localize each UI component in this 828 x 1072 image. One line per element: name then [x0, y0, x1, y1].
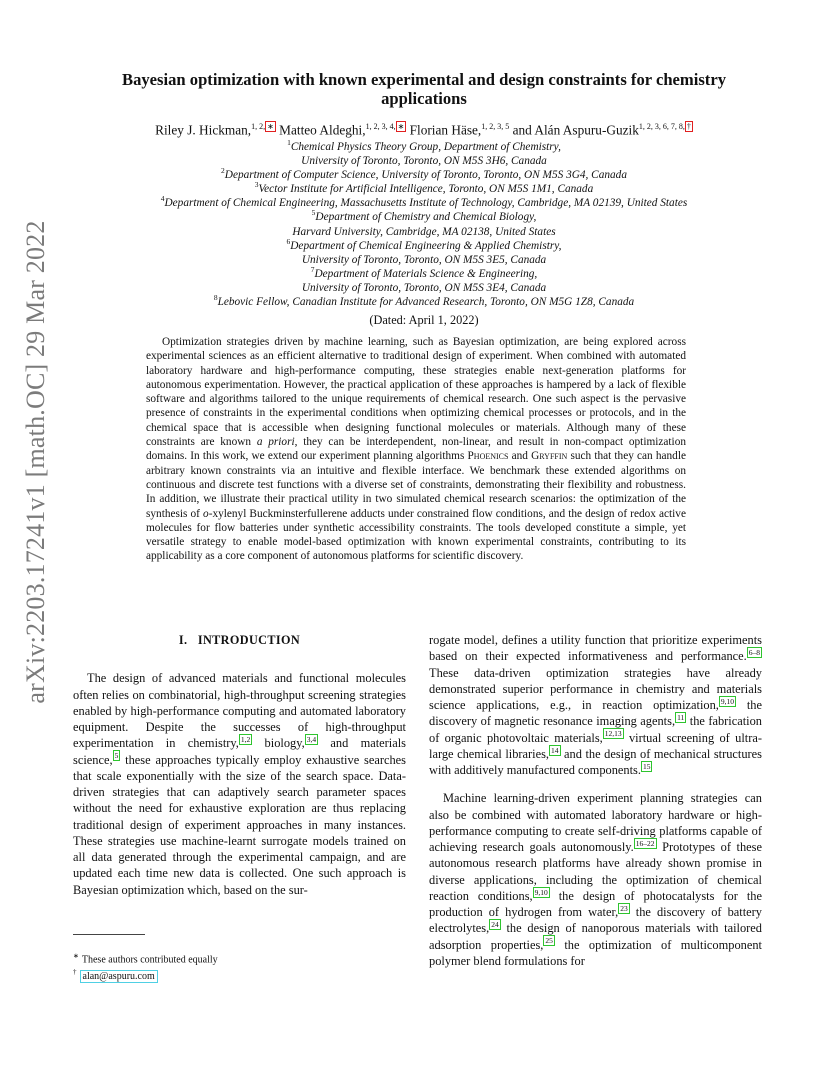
citation-link[interactable]: 5: [114, 751, 119, 761]
citation-link[interactable]: 11: [677, 713, 685, 723]
citation-link[interactable]: 24: [491, 920, 499, 930]
affiliation-line: $^5$Department of Chemistry and Chemical Biology,: [311, 208, 537, 224]
section-heading: I. INTRODUCTION: [178, 633, 301, 647]
affiliation-line: $^7$Department of Materials Science & Engineering,: [310, 265, 538, 280]
affiliation-line: Harvard University, Cambridge, MA 02138, United States: [292, 225, 556, 238]
phoenics-name: Phoenics: [467, 450, 509, 463]
citation-link[interactable]: 9,10: [534, 887, 548, 897]
author-name: Florian Häse,: [409, 122, 482, 138]
abstract: Optimization strategies driven by machine learning, such as Bayesian optimization, are being explored across experimental sciences as an efficient alternative to traditional design of experiment. When combined with automated laboratory hardware and high-performance computing, these strategies enable next-generation platforms for autonomous experimentation. However, the practical application of these approaches is hampered by a lack of flexible software and algorithms tailored to the unique requirements of chemical research. One such aspect is the pervasive presence of constraints in the experimental conditions when optimizing chemical processes or protocols, and in the chemical space that is accessible when designing functional molecules or materials. Although many of these constraints are known a priori, they can be interdependent, non-linear, and result in non-compact optimization domains. In this work, we extend our experiment planning algorithms Phoenics and Gryffin such that they can handle arbitrary known constraints via an intuitive and flexible interface. We benchmark these extended algorithms on continuous and discrete test functions with a diverse set of constraints, demonstrating their flexibility and robustness. In addition, we illustrate their practical utility in two simulated chemical research scenarios: the optimization of the synthesis of o-xylenyl Buckminsterfullerene adducts under constrained flow conditions, and the design of redox active molecules for flow batteries under synthetic accessibility constraints. The tools developed constitute a simple, yet versatile strategy to enable model-based optimization with known experimental constraints, contributing to its applicability as a core component of autonomous platforms for scientific discovery.: [146, 336, 686, 563]
affiliation-line: $^2$Department of Computer Science, University of Toronto, Toronto, ON M5S 3G4, Canada: [221, 166, 627, 182]
affiliation-line: University of Toronto, Toronto, ON M5S 3E5, Canada: [301, 253, 547, 266]
citation-link[interactable]: 6–8: [748, 648, 760, 658]
author-footnote-link[interactable]: ∗: [397, 122, 405, 131]
citation-link[interactable]: 14: [551, 745, 559, 755]
citation-link[interactable]: 3,4: [306, 735, 317, 745]
affiliation-line: $^3$Vector Institute for Artificial Intelligence, Toronto, ON M5S 1M1, Canada: [254, 180, 594, 196]
email-link[interactable]: alan@aspuru.com: [80, 970, 158, 983]
author-affiliation-marks: 1, 2, 3, 5: [481, 122, 510, 131]
author-affiliation-marks: 1, 2, 3, 4,: [365, 122, 396, 131]
footnotes: [73, 950, 406, 983]
affiliation-line: $^1$Chemical Physics Theory Group, Department of Chemistry,: [287, 138, 561, 153]
author-name: Riley J. Hickman,: [155, 122, 252, 138]
author-list: [90, 121, 758, 138]
author-affiliation-marks: 1, 2,: [251, 122, 266, 131]
gryffin-name: Gryffin: [531, 450, 568, 463]
author-affiliation-marks: 1, 2, 3, 6, 7, 8,: [638, 122, 685, 131]
intro-paragraph-1-continued: rogate model, defines a utility function that prioritize experiments based on their expected informativeness and performance. $^{6-8}$ These data-driven optimization strategies have already demonstrated superior performance in chemistry and materials science applications, e.g., in reaction optimization, $^{9,10}$ the discovery of magnetic resonance imaging agents, $^{11}$ the fabrication of organic photovoltaic materials, $^{12,13}$ virtual screening of ultra-large chemical libraries, $^{14}$ and the design of mechanical structures with additively manufactured components. $^{15}$: [429, 633, 762, 777]
right-column: [429, 632, 762, 969]
affiliation-line: $^4$Department of Chemical Engineering, Massachusetts Institute of Technology, Cambridge, MA 02139, United States: [160, 194, 688, 210]
citation-link[interactable]: 1,2: [240, 735, 251, 745]
citation-link[interactable]: 16–22: [635, 838, 655, 848]
intro-paragraph-1: The design of advanced materials and functional molecules often relies on combinatorial, high-throughput screening strategies enabled by high-performance computing and automated laboratory equipment. Despite the successes of high-throughput experimentation in chemistry, $^{1,2}$ biology, $^{3,4}$ and materials science, $^5$ these approaches typically employ exhaustive searches that scale exponentially with the size of the search space. Data-driven strategies that can adaptively search parameter spaces without the need for exhaustive exploration are thus replacing traditional design of experiment approaches in many instances. These strategies use machine-learnt surrogate models trained on all data generated through the experimental campaign, and are updated each time new data is collected. One such approach is Bayesian optimization which, based on the sur-: [73, 671, 406, 897]
citation-link[interactable]: 9,10: [720, 696, 735, 706]
citation-link[interactable]: 23: [620, 903, 628, 913]
author-name: and Alán Aspuru-Guzik: [512, 122, 639, 138]
date-line: (Dated: April 1, 2022): [369, 313, 479, 327]
author-name: Matteo Aldeghi,: [279, 122, 366, 138]
affiliation-line: University of Toronto, Toronto, ON M5S 3H6, Canada: [301, 155, 547, 168]
citation-link[interactable]: 12,13: [604, 729, 622, 739]
arxiv-identifier-text: arXiv:2203.17241v1 [math.OC] 29 Mar 2022: [21, 220, 50, 704]
paper-title: Bayesian optimization with known experimental and design constraints for chemistry applications: [122, 70, 726, 108]
affiliations: [80, 140, 768, 309]
footnote-divider: [73, 934, 145, 935]
affiliation-line: $^8$Lebovic Fellow, Canadian Institute for Advanced Research, Toronto, ON M5G 1Z8, Canada: [213, 293, 635, 309]
affiliation-line: University of Toronto, Toronto, ON M5S 3E4, Canada: [301, 281, 547, 294]
left-column: [73, 632, 406, 898]
affiliation-line: $^6$Department of Chemical Engineering & Applied Chemistry,: [286, 236, 562, 252]
citation-link[interactable]: 15: [642, 761, 651, 771]
arxiv-identifier: [18, 220, 54, 704]
footnote-email: † alan@aspuru.com: [73, 966, 406, 982]
intro-paragraph-2: Machine learning-driven experiment planning strategies can also be combined with automated laboratory hardware or high-performance computing to create self-driving platforms capable of achieving research goals autonomously. $^{16-22}$ Prototypes of these autonomous research platforms have already shown promise in diverse applications, including the optimization of chemical reaction conditions, $^{9,10}$ the design of photocatalysts for the production of hydrogen from water, $^{23}$ the discovery of battery electrolytes, $^{24}$ the design of nanoporous materials with tailored adsorption properties, $^{25}$ the optimization of multicomponent polymer blend formulations for: [429, 791, 762, 968]
footnote-equal-contribution: ∗ These authors contributed equally: [73, 952, 218, 966]
author-footnote-link[interactable]: †: [686, 122, 691, 131]
author-footnote-link[interactable]: ∗: [267, 122, 274, 131]
citation-link[interactable]: 25: [545, 936, 553, 946]
